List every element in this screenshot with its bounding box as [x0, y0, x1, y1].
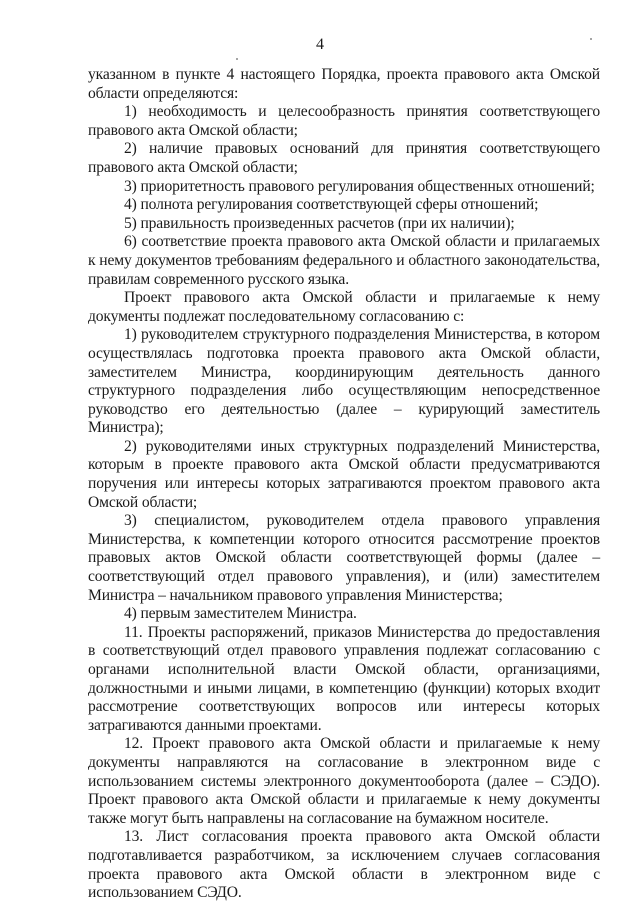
paragraph: 12. Проект правового акта Омской области и прилагаемые к нему документы направляются на согласование в электронном виде с использованием системы электронного документооборота (далее – СЭДО). Проект правового акта Омской области и прилагаемые к нему документы также могут быть направлены на согласование на бумажном носителе. [88, 735, 600, 827]
body-text [88, 66, 600, 903]
scan-speck [590, 38, 592, 40]
paragraph: 4) полнота регулирования соответствующей сферы отношений; [124, 196, 539, 214]
paragraph: 3) приоритетность правового регулирования общественных отношений; [124, 177, 595, 195]
paragraph: 1) руководителем структурного подразделения Министерства, в котором осуществлялась подготовка проекта правового акта Омской области, заместителем Министра, координирующим деятельность данного структурного подразделения либо осуществляющим непосредственное руководство его деятельностью (далее – курирующий заместитель Министра); [88, 326, 600, 437]
paragraph: 13. Лист согласования проекта правового акта Омской области подготавливается разработчиком, за исключением случаев согласования проекта правового акта Омской области в электронном виде с использованием СЭДО. [88, 828, 600, 902]
paragraph: 11. Проекты распоряжений, приказов Министерства до предоставления в соответствующий отдел правового управления подлежат согласованию с органами исполнительной власти Омской области, организациями, должностными и иными лицами, в компетенцию (функции) которых входит рассмотрение соответствующих вопросов или интересы которых затрагиваются данными проектами. [88, 623, 600, 734]
page-number: 4 [316, 36, 324, 53]
paragraph: указанном в пункте 4 настоящего Порядка, проекта правового акта Омской области определяются: [88, 66, 600, 102]
paragraph: Проект правового акта Омской области и прилагаемые к нему документы подлежат последовательному согласованию с: [88, 289, 600, 325]
paragraph: 6) соответствие проекта правового акта Омской области и прилагаемых к нему документов требованиям федерального и областного законодательства, правилам современного русского языка. [88, 233, 600, 288]
paragraph: 2) руководителями иных структурных подразделений Министерства, которым в проекте правового акта Омской области предусматриваются поручения или интересы которых затрагиваются проектом правового акта Омской области; [88, 437, 600, 511]
paragraph: 2) наличие правовых оснований для принятия соответствующего правового акта Омской области; [88, 140, 600, 176]
paragraph: 1) необходимость и целесообразность принятия соответствующего правового акта Омской области; [88, 103, 600, 139]
scan-speck [236, 58, 238, 60]
paragraph: 4) первым заместителем Министра. [124, 605, 357, 623]
paragraph: 3) специалистом, руководителем отдела правового управления Министерства, к компетенции которого относится рассмотрение проектов правовых актов Омской области соответствующей формы (далее – соответствующий отдел правового управления), и (или) заместителем Министра – начальником правового управления Министерства; [88, 512, 600, 604]
paragraph: 5) правильность произведенных расчетов (при их наличии); [124, 214, 515, 232]
